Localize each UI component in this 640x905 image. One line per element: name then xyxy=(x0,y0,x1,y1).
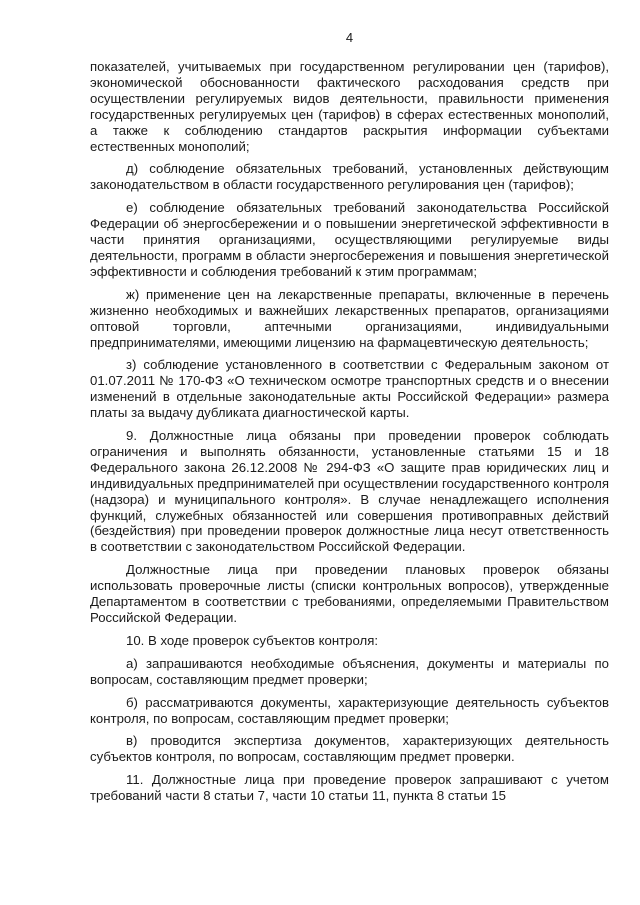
paragraph-v: в) проводится экспертиза документов, характеризующих деятельность субъектов контроля, по вопросам, составляющим предмет проверки. xyxy=(90,733,609,765)
paragraph-b: б) рассматриваются документы, характеризующие деятельность субъектов контроля, по вопросам, составляющим предмет проверки; xyxy=(90,694,609,726)
paragraph-a: а) запрашиваются необходимые объяснения, документы и материалы по вопросам, составляющим предмет проверки; xyxy=(90,655,609,687)
page-number: 4 xyxy=(345,30,354,45)
paragraph-continuation: показателей, учитываемых при государственном регулировании цен (тарифов), экономической обоснованности фактического расходования средств при осуществлении регулируемых видов деятельности, правильности применения государственных регулируемых цен (тарифов) в сферах естественных монополий, а также к соблюдению стандартов раскрытия информации субъектами естественных монополий; xyxy=(90,59,609,154)
paragraph-11: 11. Должностные лица при проведение проверок запрашивают с учетом требований части 8 статьи 7, части 10 статьи 11, пункта 8 статьи 15 xyxy=(90,772,609,804)
paragraph-checklists: Должностные лица при проведении плановых проверок обязаны использовать проверочные листы (списки контрольных вопросов), утвержденные Департаментом в соответствии с требованиями, определяемыми Правительством Российской Федерации. xyxy=(90,562,609,625)
paragraph-e: е) соблюдение обязательных требований законодательства Российской Федерации об энергосбережении и о повышении энергетической эффективности в части принятия организациями, осуществляющими регулируемые виды деятельности, программ в области энергосбережения и повышения энергетической эффективности и соблюдения требований к этим программам; xyxy=(90,200,609,279)
paragraph-d: д) соблюдение обязательных требований, установленных действующим законодательством в области государственного регулирования цен (тарифов); xyxy=(90,161,609,193)
paragraph-9: 9. Должностные лица обязаны при проведении проверок соблюдать ограничения и выполнять обязанности, установленные статьями 15 и 18 Федерального закона 26.12.2008 № 294-ФЗ «О защите прав юридических лиц и индивидуальных предпринимателей при осуществлении государственного контроля (надзора) и муниципального контроля». В случае ненадлежащего исполнения функций, служебных обязанностей или совершения противоправных действий (бездействия) при проведении проверок должностные лица несут ответственность в соответствии с законодательством Российской Федерации. xyxy=(90,428,609,555)
paragraph-zh: ж) применение цен на лекарственные препараты, включенные в перечень жизненно необходимых и важнейших лекарственных препаратов, организациями оптовой торговли, аптечными организациями, индивидуальными предпринимателями, имеющими лицензию на фармацевтическую деятельность; xyxy=(90,286,609,350)
paragraph-10: 10. В ходе проверок субъектов контроля: xyxy=(126,632,379,648)
paragraph-z: з) соблюдение установленного в соответствии с Федеральным законом от 01.07.2011 № 170-ФЗ «О техническом осмотре транспортных средств и о внесении изменений в отдельные законодательные акты Российской Федерации» размера платы за выдачу дубликата диагностической карты. xyxy=(90,357,609,421)
